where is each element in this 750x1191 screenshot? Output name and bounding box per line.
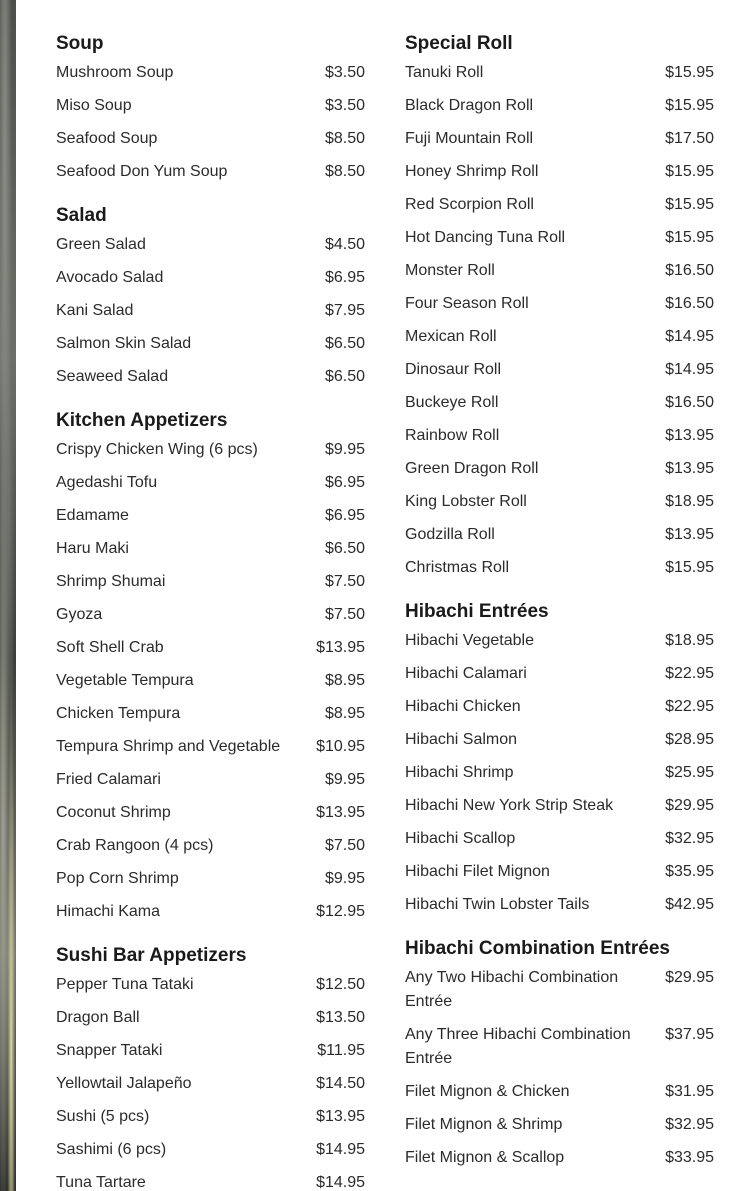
- menu-item-price: $28.95: [665, 731, 714, 748]
- menu-item-name: Tanuki Roll: [405, 64, 484, 81]
- menu-item-name: Kani Salad: [56, 302, 134, 319]
- menu-item: [405, 962, 714, 1019]
- menu-item-price: $17.50: [665, 130, 714, 147]
- menu-item: [56, 467, 365, 500]
- menu-item-price: $11.95: [317, 1042, 365, 1059]
- menu-item: [405, 1076, 714, 1109]
- background-photo-strip: [0, 0, 16, 1191]
- menu-item-price: $22.95: [665, 665, 714, 682]
- menu-item-name: Tempura Shrimp and Vegetable: [56, 738, 281, 755]
- menu-item-price: $10.95: [316, 738, 365, 755]
- menu-item-price: $6.50: [324, 540, 365, 557]
- menu-item-name: Hibachi New York Strip Steak: [405, 797, 614, 814]
- menu-item: [405, 691, 714, 724]
- menu-item-price: $14.95: [316, 1141, 365, 1158]
- menu-item-name: Mushroom Soup: [56, 64, 174, 81]
- menu-item-name: Avocado Salad: [56, 269, 164, 286]
- menu-item-price: $14.95: [665, 361, 714, 378]
- menu-item-price: $31.95: [665, 1083, 714, 1100]
- menu-item-name: Hibachi Scallop: [405, 830, 516, 847]
- menu-item-price: $7.95: [324, 302, 365, 319]
- menu-item-name: Mexican Roll: [405, 328, 497, 345]
- section-title: Kitchen Appetizers: [56, 410, 228, 431]
- menu-item: [405, 757, 714, 790]
- menu-item: [405, 552, 714, 585]
- menu-item-price: $12.50: [316, 976, 365, 993]
- menu-item: [56, 295, 365, 328]
- menu-item: [405, 156, 714, 189]
- menu-item: [405, 1142, 714, 1175]
- menu-item-name: Hibachi Calamari: [405, 665, 527, 682]
- menu-item-name: Vegetable Tempura: [56, 672, 194, 689]
- menu-item-name: Hibachi Filet Mignon: [405, 863, 550, 880]
- section-title: Soup: [56, 33, 104, 54]
- menu-item: [405, 453, 714, 486]
- menu-item-price: $32.95: [665, 830, 714, 847]
- menu-item-name: Snapper Tataki: [56, 1042, 163, 1059]
- menu-item-name: Sushi (5 pcs): [56, 1108, 150, 1125]
- menu-item-name: Soft Shell Crab: [56, 639, 164, 656]
- menu-item-price: $8.50: [324, 163, 365, 180]
- menu-item-price: $13.95: [665, 427, 714, 444]
- section-title: Hibachi Entrées: [405, 601, 549, 622]
- menu-item-price: $13.95: [316, 804, 365, 821]
- menu-item-price: $37.95: [665, 1026, 714, 1043]
- menu-item-price: $15.95: [665, 163, 714, 180]
- section-title: Sushi Bar Appetizers: [56, 945, 247, 966]
- menu-item-price: $14.95: [665, 328, 714, 345]
- menu-item-name: Edamame: [56, 507, 129, 524]
- menu-item-price: $7.50: [324, 606, 365, 623]
- menu-item-price: $8.95: [324, 705, 365, 722]
- menu-item-name: Salmon Skin Salad: [56, 335, 192, 352]
- menu-item-price: $15.95: [665, 64, 714, 81]
- menu-item-name: Seaweed Salad: [56, 368, 169, 385]
- menu-item-price: $15.95: [665, 559, 714, 576]
- menu-item-name: Tuna Tartare: [56, 1174, 146, 1191]
- menu-item: [405, 486, 714, 519]
- menu-item: [56, 1068, 365, 1101]
- menu-item-price: $35.95: [665, 863, 714, 880]
- menu-item: [56, 1167, 365, 1191]
- menu-panel: [16, 0, 750, 1191]
- menu-item-name: Pop Corn Shrimp: [56, 870, 179, 887]
- menu-item-name: Agedashi Tofu: [56, 474, 158, 491]
- menu-item: [56, 896, 365, 929]
- menu-item-price: $7.50: [324, 837, 365, 854]
- menu-item-name: Coconut Shrimp: [56, 804, 171, 821]
- menu-item: [56, 797, 365, 830]
- menu-item-name: Monster Roll: [405, 262, 495, 279]
- menu-item: [405, 625, 714, 658]
- menu-item: [405, 90, 714, 123]
- menu-item-name: Seafood Don Yum Soup: [56, 163, 228, 180]
- menu-item: [405, 856, 714, 889]
- menu-item-name: Hibachi Vegetable: [405, 632, 534, 649]
- menu-item-name: Sashimi (6 pcs): [56, 1141, 167, 1158]
- menu-item: [56, 57, 365, 90]
- menu-item: [405, 321, 714, 354]
- menu-item: [56, 665, 365, 698]
- menu-item: [56, 566, 365, 599]
- menu-item-price: $12.95: [316, 903, 365, 920]
- menu-column-right: [405, 0, 714, 1175]
- menu-item-price: $29.95: [665, 797, 714, 814]
- menu-item-name: Green Dragon Roll: [405, 460, 539, 477]
- menu-item: [405, 255, 714, 288]
- menu-item-name: Buckeye Roll: [405, 394, 499, 411]
- menu-item-name: Dragon Ball: [56, 1009, 140, 1026]
- section-title: Hibachi Combination Entrées: [405, 938, 670, 959]
- menu-item-price: $18.95: [665, 632, 714, 649]
- menu-section-special-roll: [405, 0, 714, 585]
- menu-item: [405, 790, 714, 823]
- menu-item-price: $3.50: [324, 64, 365, 81]
- menu-item-name: Green Salad: [56, 236, 146, 253]
- menu-item: [56, 434, 365, 467]
- menu-item-price: $9.95: [324, 441, 365, 458]
- menu-item-name: Miso Soup: [56, 97, 132, 114]
- menu-item-name: Fuji Mountain Roll: [405, 130, 534, 147]
- menu-item-price: $33.95: [665, 1149, 714, 1166]
- menu-item-price: $6.95: [324, 474, 365, 491]
- menu-item-price: $15.95: [665, 196, 714, 213]
- menu-item-price: $13.95: [665, 526, 714, 543]
- menu-item-name: Seafood Soup: [56, 130, 158, 147]
- menu-item-name: Filet Mignon & Chicken: [405, 1083, 570, 1100]
- menu-item-price: $16.50: [665, 394, 714, 411]
- menu-item: [405, 519, 714, 552]
- menu-item: [405, 123, 714, 156]
- menu-item-name: Pepper Tuna Tataki: [56, 976, 194, 993]
- menu-item-price: $4.50: [324, 236, 365, 253]
- menu-item: [56, 1002, 365, 1035]
- menu-item-name: Chicken Tempura: [56, 705, 181, 722]
- menu-item-name: Hot Dancing Tuna Roll: [405, 229, 566, 246]
- menu-item-price: $7.50: [324, 573, 365, 590]
- menu-item: [56, 1035, 365, 1068]
- menu-item-name: Filet Mignon & Scallop: [405, 1149, 565, 1166]
- menu-item: [56, 632, 365, 665]
- menu-item: [405, 57, 714, 90]
- menu-item: [405, 387, 714, 420]
- menu-item: [56, 599, 365, 632]
- menu-item-name: Yellowtail Jalapeño: [56, 1075, 192, 1092]
- menu-item-price: $3.50: [324, 97, 365, 114]
- menu-item-name: Shrimp Shumai: [56, 573, 166, 590]
- menu-item-name: Godzilla Roll: [405, 526, 495, 543]
- menu-item-price: $6.50: [324, 335, 365, 352]
- menu-item: [56, 533, 365, 566]
- menu-item: [405, 724, 714, 757]
- section-title: Salad: [56, 205, 107, 226]
- menu-item-price: $15.95: [665, 229, 714, 246]
- menu-item-name: King Lobster Roll: [405, 493, 527, 510]
- menu-item-price: $13.95: [665, 460, 714, 477]
- menu-item: [405, 420, 714, 453]
- menu-item: [56, 1134, 365, 1167]
- menu-item: [405, 823, 714, 856]
- menu-item-price: $6.95: [324, 507, 365, 524]
- menu-item-name: Any Two Hibachi Combination Entrée: [405, 969, 619, 1010]
- menu-item: [56, 500, 365, 533]
- menu-item: [56, 698, 365, 731]
- menu-item: [56, 328, 365, 361]
- menu-item: [56, 830, 365, 863]
- menu-item-price: $14.50: [316, 1075, 365, 1092]
- menu-item: [56, 969, 365, 1002]
- menu-item: [56, 123, 365, 156]
- menu-item-name: Dinosaur Roll: [405, 361, 502, 378]
- menu-section-soup: [56, 0, 365, 189]
- menu-item-name: Haru Maki: [56, 540, 129, 557]
- menu-item: [405, 658, 714, 691]
- menu-item-price: $13.95: [316, 639, 365, 656]
- menu-item: [405, 889, 714, 922]
- menu-item-name: Filet Mignon & Shrimp: [405, 1116, 563, 1133]
- menu-item-name: Red Scorpion Roll: [405, 196, 534, 213]
- menu-item-name: Himachi Kama: [56, 903, 161, 920]
- menu-item: [405, 1109, 714, 1142]
- menu-item-name: Hibachi Chicken: [405, 698, 521, 715]
- menu-item: [405, 354, 714, 387]
- menu-section-sushi-bar-appetizers: [56, 929, 365, 1191]
- menu-item: [56, 1101, 365, 1134]
- menu-item-price: $14.95: [316, 1174, 365, 1191]
- menu-item: [56, 90, 365, 123]
- menu-item-name: Any Three Hibachi Combination Entrée: [405, 1026, 631, 1067]
- menu-item: [56, 229, 365, 262]
- menu-item-price: $6.95: [324, 269, 365, 286]
- menu-item-name: Crab Rangoon (4 pcs): [56, 837, 214, 854]
- menu-item: [56, 262, 365, 295]
- menu-item: [56, 361, 365, 394]
- menu-item-price: $9.95: [324, 771, 365, 788]
- menu-item-price: $15.95: [665, 97, 714, 114]
- menu-item-name: Black Dragon Roll: [405, 97, 534, 114]
- menu-item-price: $18.95: [665, 493, 714, 510]
- menu-item-price: $16.50: [665, 295, 714, 312]
- menu-item-name: Christmas Roll: [405, 559, 510, 576]
- menu-item: [56, 731, 365, 764]
- menu-item-name: Fried Calamari: [56, 771, 161, 788]
- menu-column-left: [56, 0, 365, 1191]
- menu-item-price: $42.95: [665, 896, 714, 913]
- menu-item-price: $13.95: [316, 1108, 365, 1125]
- menu-item-name: Honey Shrimp Roll: [405, 163, 539, 180]
- menu-item-price: $8.50: [324, 130, 365, 147]
- menu-item-price: $6.50: [324, 368, 365, 385]
- menu-item-name: Four Season Roll: [405, 295, 529, 312]
- menu-item-name: Gyoza: [56, 606, 103, 623]
- menu-item-name: Hibachi Twin Lobster Tails: [405, 896, 590, 913]
- menu-item-name: Rainbow Roll: [405, 427, 500, 444]
- menu-item-price: $9.95: [324, 870, 365, 887]
- menu-section-kitchen-appetizers: [56, 394, 365, 929]
- menu-item-name: Hibachi Salmon: [405, 731, 518, 748]
- menu-item: [56, 764, 365, 797]
- menu-section-hibachi-entrees: [405, 585, 714, 922]
- menu-item: [405, 189, 714, 222]
- menu-item-name: Hibachi Shrimp: [405, 764, 514, 781]
- menu-item-price: $16.50: [665, 262, 714, 279]
- menu-item: [56, 156, 365, 189]
- menu-item: [405, 222, 714, 255]
- menu-item-price: $25.95: [665, 764, 714, 781]
- menu-item-price: $22.95: [665, 698, 714, 715]
- menu-section-salad: [56, 189, 365, 394]
- menu-item-price: $29.95: [665, 969, 714, 986]
- menu-item-price: $13.50: [316, 1009, 365, 1026]
- menu-section-hibachi-combination-entrees: [405, 922, 714, 1175]
- menu-item-price: $32.95: [665, 1116, 714, 1133]
- section-title: Special Roll: [405, 33, 513, 54]
- menu-item-name: Crispy Chicken Wing (6 pcs): [56, 441, 258, 458]
- menu-item-price: $8.95: [324, 672, 365, 689]
- menu-item: [405, 1019, 714, 1076]
- menu-item: [56, 863, 365, 896]
- menu-item: [405, 288, 714, 321]
